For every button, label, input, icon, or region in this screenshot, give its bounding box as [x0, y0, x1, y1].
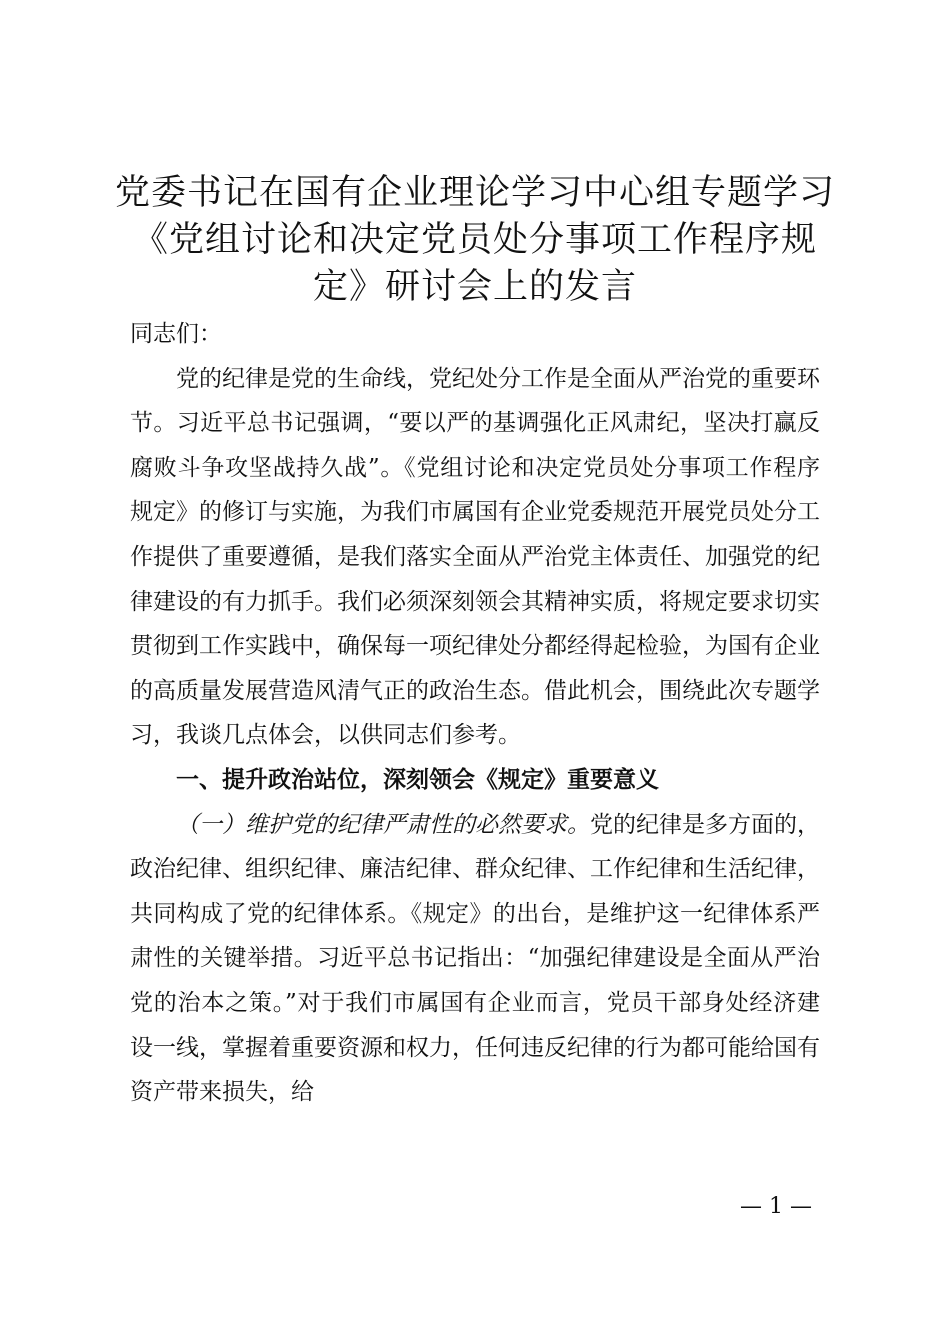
subsection-paragraph: [130, 803, 820, 1115]
title-line: 定》研讨会上的发言: [312, 267, 637, 307]
subsection-text: 党的纪律是多方面的，政治纪律、组织纪律、廉洁纪律、群众纪律、工作纪律和生活纪律，共同构成了党的纪律体系。《规定》的出台，是维护这一纪律体系严肃性的关键举措。习近平总书记指出：“加强纪律建设是全面从严治党的治本之策。”对于我们市属国有企业而言，党员干部身处经济建设一线，掌握着重要资源和权力，任何违反纪律的行为都可能给国有资产带来损失，给: [130, 811, 820, 1106]
intro-paragraph: 党的纪律是党的生命线，党纪处分工作是全面从严治党的重要环节。习近平总书记强调，“要以严的基调强化正风肃纪，坚决打赢反腐败斗争攻坚战持久战”。《党组讨论和决定党员处分事项工作程序规定》的修订与实施，为我们市属国有企业党委规范开展党员处分工作提供了重要遵循，是我们落实全面从严治党主体责任、加强党的纪律建设的有力抓手。我们必须深刻领会其精神实质，将规定要求切实贯彻到工作实践中，确保每一项纪律处分都经得起检验，为国有企业的高质量发展营造风清气正的政治生态。借此机会，围绕此次专题学习，我谈几点体会，以供同志们参考。: [130, 365, 820, 749]
section-heading: 一、提升政治站位，深刻领会《规定》重要意义: [176, 766, 659, 793]
title-line: 党委书记在国有企业理论学习中心组专题学习: [114, 173, 835, 213]
document-title: [100, 170, 850, 311]
page-number: — 1 —: [740, 1194, 812, 1219]
subsection-lead: （一）维护党的纪律严肃性的必然要求。: [176, 811, 590, 838]
title-line: 《党组讨论和决定党员处分事项工作程序规: [132, 220, 817, 260]
salutation: 同志们：: [130, 321, 222, 347]
document-body: [130, 312, 820, 1115]
